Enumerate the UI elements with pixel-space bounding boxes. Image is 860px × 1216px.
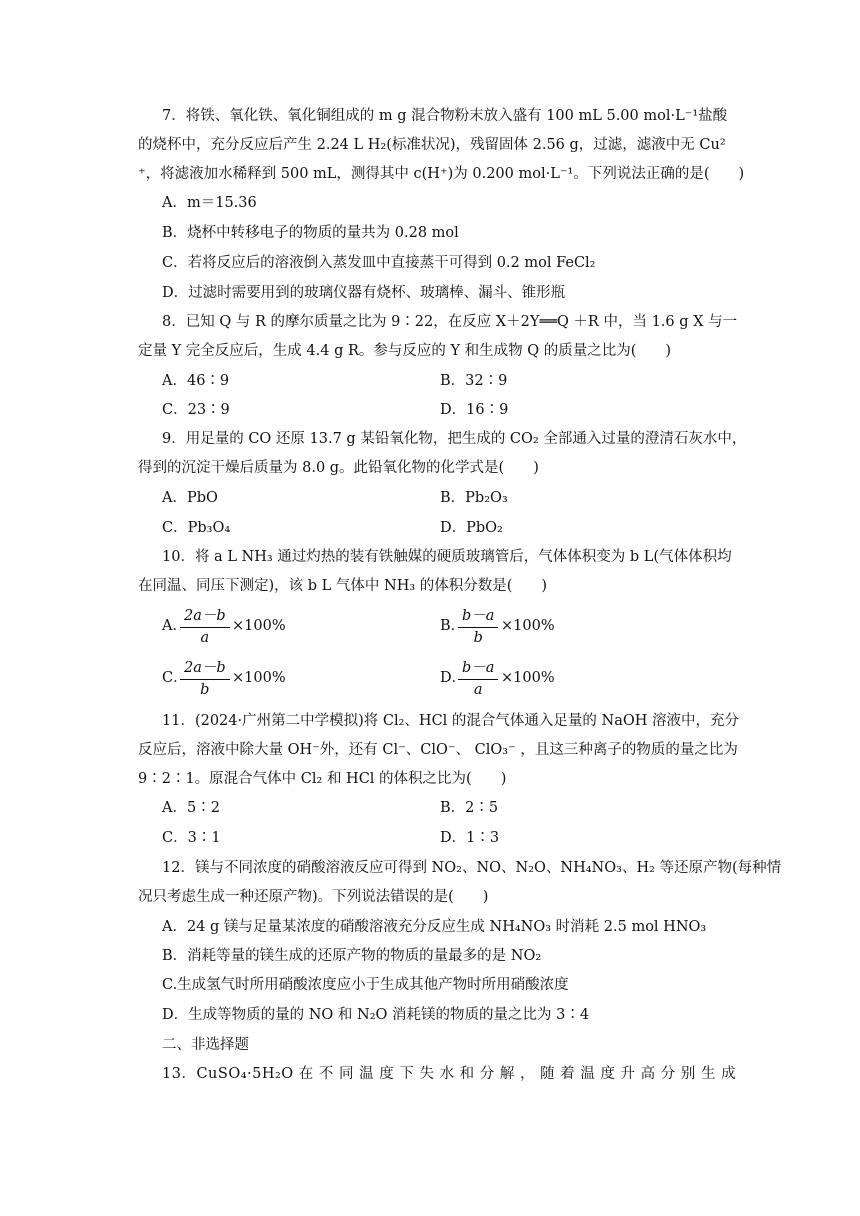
q9-line-2: 得到的沉淀干燥后质量为 8.0 g。此铅氧化物的化学式是( ) <box>138 460 539 476</box>
q9-option-c: C．Pb₃O₄ <box>162 520 231 536</box>
q10-option-b-label: B． <box>440 618 466 634</box>
q10-option-d-suffix: ×100% <box>501 670 555 686</box>
q7-option-d: D．过滤时需要用到的玻璃仪器有烧杯、玻璃棒、漏斗、锥形瓶 <box>162 285 566 301</box>
fraction-denominator: a <box>200 630 210 646</box>
q11-line-1: 11．(2024·广州第二中学模拟)将 Cl₂、HCl 的混合气体通入足量的 NaOH 溶液中，充分 <box>162 713 739 729</box>
q10-option-c-suffix: ×100% <box>232 670 286 686</box>
section-heading: 二、非选择题 <box>162 1037 249 1053</box>
q7-line-1: 7．将铁、氧化铁、氧化铜组成的 m g 混合物粉末放入盛有 100 mL 5.00 mol·L⁻¹盐酸 <box>162 108 728 124</box>
q10-line-1: 10．将 a L NH₃ 通过灼热的装有铁触媒的硬质玻璃管后，气体体积变为 b L(气体体积均 <box>162 549 732 565</box>
q8-option-a: A．46∶9 <box>162 373 230 389</box>
q7-option-b: B．烧杯中转移电子的物质的量共为 0.28 mol <box>162 225 459 241</box>
q7-line-2: 的烧杯中，充分反应后产生 2.24 L H₂(标准状况)，残留固体 2.56 g，过滤，滤液中无 Cu² <box>138 137 726 153</box>
q11-option-d: D．1∶3 <box>440 830 500 846</box>
fraction-numerator: b－a <box>462 608 495 624</box>
q7-line-3: ⁺，将滤液加水稀释到 500 mL，测得其中 c(H⁺)为 0.200 mol·L⁻¹。下列说法正确的是( ) <box>138 166 745 182</box>
q12-option-c: C.生成氢气时所用硝酸浓度应小于生成其他产物时所用硝酸浓度 <box>162 977 569 993</box>
q10-option-a-label: A． <box>162 618 187 634</box>
q11-option-c: C．3∶1 <box>162 830 221 846</box>
q11-line-2: 反应后，溶液中除大量 OH⁻外，还有 Cl⁻、ClO⁻、 ClO₃⁻ ，且这三种离子的物质的量之比为 <box>138 742 738 758</box>
fraction-denominator: b <box>473 630 483 646</box>
q8-line-1: 8．已知 Q 与 R 的摩尔质量之比为 9∶22，在反应 X＋2Y══Q ＋R 中，当 1.6 g X 与一 <box>162 314 738 330</box>
q7-option-a: A．m＝15.36 <box>162 195 257 211</box>
q10-line-2: 在同温、同压下测定)，该 b L 气体中 NH₃ 的体积分数是( ) <box>138 578 548 594</box>
q9-option-d: D．PbO₂ <box>440 520 503 536</box>
q12-option-b: B．消耗等量的镁生成的还原产物的物质的量最多的是 NO₂ <box>162 948 542 964</box>
q11-option-a: A．5∶2 <box>162 800 220 816</box>
q10-option-d-fraction <box>458 656 498 698</box>
fraction-numerator: 2a－b <box>184 608 226 624</box>
q10-option-c-label: C． <box>162 670 188 686</box>
q9-option-a: A．PbO <box>162 490 218 506</box>
q10-option-b-fraction <box>458 604 498 646</box>
q10-option-a-fraction <box>180 604 230 646</box>
q8-option-d: D．16∶9 <box>440 402 509 418</box>
fraction-numerator: b－a <box>462 660 495 676</box>
q7-option-c: C．若将反应后的溶液倒入蒸发皿中直接蒸干可得到 0.2 mol FeCl₂ <box>162 255 596 271</box>
q12-line-1: 12．镁与不同浓度的硝酸溶液反应可得到 NO₂、NO、N₂O、NH₄NO₃、H₂ 等还原产物(每种情 <box>162 860 782 876</box>
q13-line-1: 13．CuSO₄·5H₂O 在 不 同 温 度 下 失 水 和 分 解 ， 随 着 温 度 升 高 分 别 生 成 <box>162 1066 737 1082</box>
q9-line-1: 9．用足量的 CO 还原 13.7 g 某铅氧化物，把生成的 CO₂ 全部通入过量的澄清石灰水中， <box>162 431 747 447</box>
q12-option-d: D．生成等物质的量的 NO 和 N₂O 消耗镁的物质的量之比为 3∶4 <box>162 1007 590 1023</box>
q12-line-2: 况只考虑生成一种还原产物)。下列说法错误的是( ) <box>138 889 489 905</box>
q8-line-2: 定量 Y 完全反应后，生成 4.4 g R。参与反应的 Y 和生成物 Q 的质量之比为( ) <box>138 343 672 359</box>
q10-option-c-fraction <box>180 656 230 698</box>
q10-option-b-suffix: ×100% <box>501 618 555 634</box>
q11-line-3: 9∶2∶1。原混合气体中 Cl₂ 和 HCl 的体积之比为( ) <box>138 771 507 787</box>
q8-option-b: B．32∶9 <box>440 373 508 389</box>
q12-option-a: A．24 g 镁与足量某浓度的硝酸溶液充分反应生成 NH₄NO₃ 时消耗 2.5 mol HNO₃ <box>162 919 707 935</box>
q8-option-c: C．23∶9 <box>162 402 230 418</box>
q10-option-d-label: D． <box>440 670 467 686</box>
fraction-denominator: a <box>473 682 483 698</box>
fraction-numerator: 2a－b <box>184 660 226 676</box>
q10-option-a-suffix: ×100% <box>232 618 286 634</box>
q11-option-b: B．2∶5 <box>440 800 499 816</box>
q9-option-b: B．Pb₂O₃ <box>440 490 508 506</box>
fraction-denominator: b <box>200 682 210 698</box>
